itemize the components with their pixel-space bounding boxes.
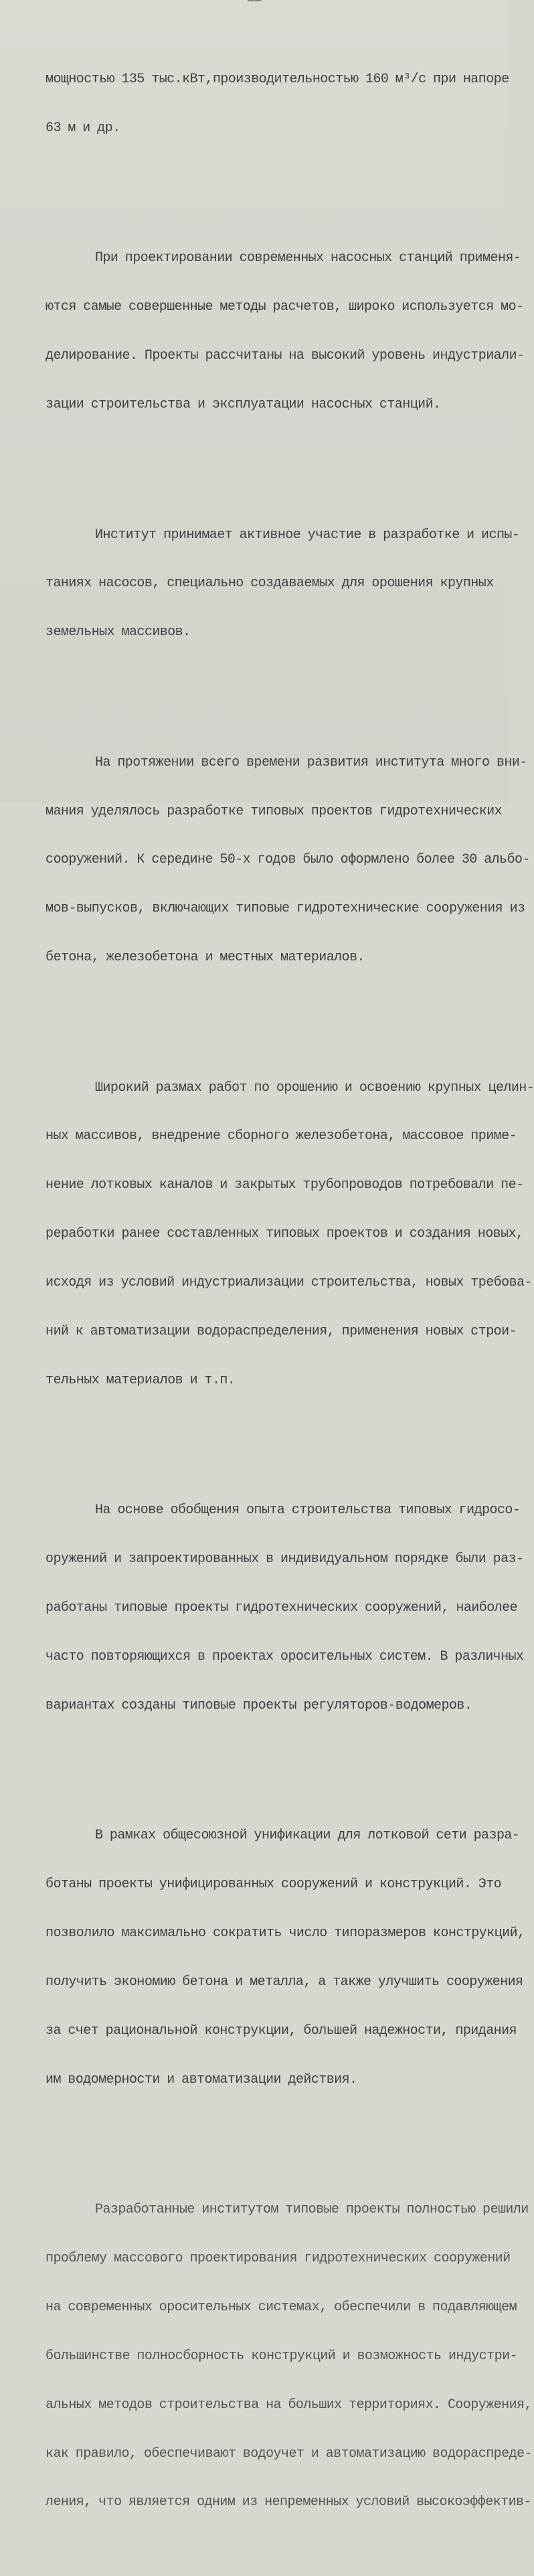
text-line: альных методов строительства на больших территориях. Сооружения,: [46, 2397, 532, 2413]
text-line: им водомерности и автоматизации действия.: [46, 2071, 357, 2087]
text-line: делирование. Проекты рассчитаны на высокий уровень индустриали-: [46, 348, 525, 364]
text-line: позволило максимально сократить число типоразмеров конструкций,: [46, 1925, 525, 1942]
paragraph-4: [46, 722, 530, 999]
text-line: вариантах созданы типовые проекты регуляторов-водомеров.: [46, 1697, 472, 1713]
text-line: на современных оросительных системах, обеспечили в подавляющем: [46, 2299, 517, 2315]
text-line: тельных материалов и т.п.: [46, 1372, 236, 1388]
text-line: большинстве полносборность конструкций и возможность индустри-: [46, 2348, 518, 2364]
paragraph-6: [46, 1470, 524, 1747]
paragraph-8: [46, 2169, 532, 2543]
text-line: Разработанные институтом типовые проекты полностью решили: [95, 2202, 529, 2218]
text-line: На протяжении всего времени развития института много вни-: [95, 754, 527, 770]
text-line: получить экономию бетона и металла, а также улучшить сооружения: [46, 1974, 523, 1990]
text-line: мов-выпусков, включающих типовые гидротехнические сооружения из: [46, 901, 525, 917]
text-line: исходя из условий индустриализации строительства, новых требова-: [46, 1275, 532, 1291]
paragraph-3: [46, 495, 520, 673]
text-line: мания уделялось разработке типовых проектов гидротехнических: [46, 803, 503, 819]
text-line: При проектировании современных насосных станций применя-: [95, 250, 521, 266]
text-line: мощностью 135 тыс.кВт,производительностью 160 м³/с при напоре: [46, 72, 509, 88]
text-line: проблему массового проектирования гидротехнических сооружений: [46, 2250, 511, 2266]
text-line: сооружений. К середине 50-х годов было оформлено более 30 альбо-: [46, 852, 530, 868]
text-line: реработки ранее составленных типовых проектов и создания новых,: [46, 1226, 524, 1242]
text-line: как правило, обеспечивают водоучет и автоматизацию водораспреде-: [46, 2445, 532, 2462]
text-line: 63 м и др.: [46, 120, 120, 137]
text-line: ления, что является одним из непременных условий высокоэффектив-: [46, 2494, 531, 2510]
text-line: земельных массивов.: [46, 624, 191, 640]
text-line: таниях насосов, специально создаваемых для орошения крупных: [46, 576, 494, 592]
document-text: [46, 7, 534, 2576]
page-number-fragment: ——: [248, 0, 262, 7]
text-line: зации строительства и эксплуатации насосных станций.: [46, 397, 441, 413]
paragraph-2: [46, 218, 525, 446]
text-line: работаны типовые проекты гидротехнических сооружений, наиболее: [46, 1600, 518, 1616]
text-line: бетона, железобетона и местных материалов.: [46, 950, 365, 966]
text-line: оружений и запроектированных в индивидуальном порядке были раз-: [46, 1551, 524, 1567]
paragraph-5: [46, 1047, 534, 1422]
text-line: ний к автоматизации водораспределения, применения новых строи-: [46, 1324, 517, 1340]
text-line: Институт принимает активное участие в разработке и испы-: [95, 527, 520, 543]
text-line: На основе обобщения опыта строительства типовых гидросо-: [95, 1502, 521, 1519]
text-line: часто повторяющихся в проектах оросительных систем. В различных: [46, 1648, 524, 1664]
paragraph-1: [46, 39, 507, 169]
paragraph-7: [46, 1796, 525, 2121]
text-line: ются самые совершенные методы расчетов, широко используется мо-: [46, 299, 524, 315]
text-line: В рамках общесоюзной унификации для лотковой сети разра-: [95, 1828, 520, 1844]
text-line: ботаны проекты унифицированных сооружений и конструкций. Это: [46, 1877, 502, 1893]
text-line: ных массивов, внедрение сборного железобетона, массовое приме-: [46, 1128, 517, 1144]
text-line: за счет рациональной конструкции, большей надежности, придания: [46, 2023, 517, 2039]
text-line: Широкий размах работ по орошению и освоению крупных целин-: [95, 1080, 534, 1096]
text-line: нение лотковых каналов и закрытых трубопроводов потребовали пе-: [46, 1177, 524, 1193]
